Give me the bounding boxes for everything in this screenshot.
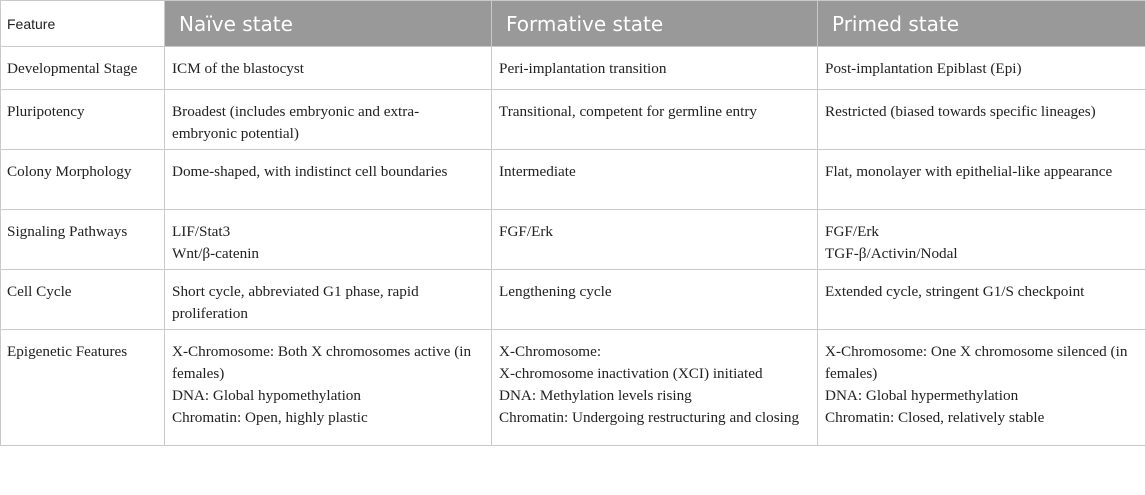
table-row [1, 47, 1145, 90]
feature-label: Signaling Pathways [7, 223, 128, 240]
primed-cell [818, 150, 1145, 210]
header-naive-state: Naïve state [165, 1, 492, 47]
cell-line: DNA: Global hypomethylation [172, 387, 361, 404]
cell-line: Peri-implantation transition [499, 60, 667, 77]
naive-cell [165, 330, 492, 446]
cell-line: DNA: Methylation levels rising [499, 387, 692, 404]
cell-line: Chromatin: Closed, relatively stable [825, 409, 1045, 426]
primed-cell [818, 47, 1145, 90]
cell-line: X-Chromosome: One X chromosome silenced (in females) [825, 343, 1128, 382]
cell-line: ICM of the blastocyst [172, 60, 305, 77]
feature-cell [1, 150, 165, 210]
header-row [1, 1, 1145, 47]
table-row [1, 90, 1145, 150]
cell-line: Dome-shaped, with indistinct cell boundaries [172, 163, 448, 180]
feature-cell [1, 330, 165, 446]
cell-line: DNA: Global hypermethylation [825, 387, 1019, 404]
formative-cell [492, 330, 818, 446]
feature-label: Cell Cycle [7, 283, 72, 300]
table-row [1, 270, 1145, 330]
naive-cell [165, 270, 492, 330]
feature-label: Developmental Stage [7, 60, 138, 77]
cell-line: X-chromosome inactivation (XCI) initiated [499, 365, 763, 382]
cell-line: Short cycle, abbreviated G1 phase, rapid proliferation [172, 283, 419, 322]
primed-cell [818, 330, 1145, 446]
formative-cell [492, 270, 818, 330]
cell-line: Broadest (includes embryonic and extra-embryonic potential) [172, 103, 420, 142]
feature-cell [1, 210, 165, 270]
cell-line: X-Chromosome: [499, 343, 602, 360]
cell-line: Wnt/β-catenin [172, 245, 260, 262]
cell-line: FGF/Erk [499, 223, 554, 240]
table-row [1, 210, 1145, 270]
cell-line: FGF/Erk [825, 223, 880, 240]
cell-line: Chromatin: Open, highly plastic [172, 409, 368, 426]
header-feature: Feature [1, 1, 165, 47]
cell-line: Transitional, competent for germline entry [499, 103, 757, 120]
naive-cell [165, 47, 492, 90]
naive-cell [165, 90, 492, 150]
cell-line: Chromatin: Undergoing restructuring and closing [499, 409, 800, 426]
formative-cell [492, 47, 818, 90]
cell-line: Restricted (biased towards specific lineages) [825, 103, 1096, 120]
naive-cell [165, 150, 492, 210]
formative-cell [492, 150, 818, 210]
feature-label: Colony Morphology [7, 163, 132, 180]
cell-line: Flat, monolayer with epithelial-like appearance [825, 163, 1113, 180]
feature-label: Epigenetic Features [7, 343, 128, 360]
cell-line: Extended cycle, stringent G1/S checkpoint [825, 283, 1085, 300]
formative-cell [492, 90, 818, 150]
formative-cell [492, 210, 818, 270]
feature-cell [1, 47, 165, 90]
cell-line: TGF-β/Activin/Nodal [825, 245, 958, 262]
primed-cell [818, 90, 1145, 150]
feature-cell [1, 270, 165, 330]
header-formative-state: Formative state [492, 1, 818, 47]
table-row [1, 150, 1145, 210]
cell-line: Lengthening cycle [499, 283, 612, 300]
cell-line: LIF/Stat3 [172, 223, 231, 240]
table-row [1, 330, 1145, 446]
primed-cell [818, 210, 1145, 270]
primed-cell [818, 270, 1145, 330]
feature-label: Pluripotency [7, 103, 85, 120]
cell-line: Intermediate [499, 163, 576, 180]
naive-cell [165, 210, 492, 270]
feature-cell [1, 90, 165, 150]
header-primed-state: Primed state [818, 1, 1145, 47]
cell-line: Post-implantation Epiblast (Epi) [825, 60, 1022, 77]
cell-line: X-Chromosome: Both X chromosomes active (in females) [172, 343, 472, 382]
